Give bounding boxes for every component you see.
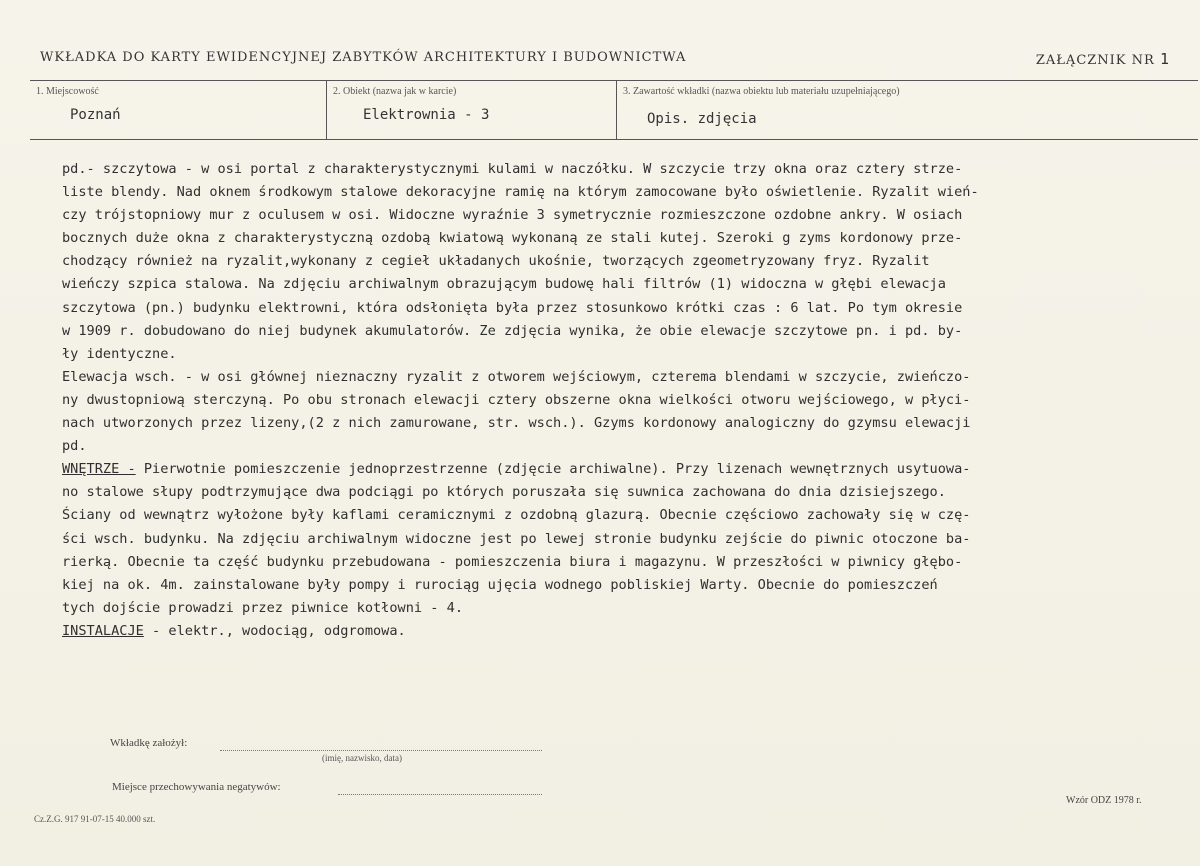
text-line: Elewacja wsch. - w osi głównej nieznaczny ryzalit z otworem wejściowym, czterema blendami w szczycie, zwieńczo- (62, 368, 971, 385)
locality-value: Poznań (70, 107, 121, 123)
text-line: liste blendy. Nad oknem środkowym stalowe dekoracyjne ramię na którym zamocowane było oświetlenie. Ryzalit wień- (62, 184, 979, 201)
locality-label: 1. Miejscowość (36, 86, 99, 97)
object-value: Elektrownia - 3 (363, 107, 490, 123)
text-line: wieńczy szpica stalowa. Na zdjęciu archiwalnym obrazującym budowę hali filtrów (1) widoczna w głębi elewacja (62, 276, 946, 293)
text-line: pd.- szczytowa - w osi portal z charakterystycznymi kulami w naczółku. W szczycie trzy okna oraz cztery strze- (62, 161, 963, 177)
text-line: kiej na ok. 4m. zainstalowane były pompy i rurociąg ujęcia wodnego pobliskiej Warty. Obecnie do pomieszczeń (62, 576, 938, 593)
object-field (326, 81, 617, 139)
text-line: chodzący również na ryzalit,wykonany z cegieł układanych ukośnie, tworzących zgeometryzowany fryz. Ryzalit (62, 253, 930, 270)
text-line: w 1909 r. dobudowano do niej budynek akumulatorów. Ze zdjęcia wynika, że obie elewacje szczytowe pn. i pd. by- (62, 322, 963, 339)
text-line: czy trójstopniowy mur z oculusem w osi. Widoczne wyraźnie 3 symetrycznie rozmieszczone ozdobne ankry. W osiach (62, 207, 963, 224)
locality-field (30, 81, 326, 139)
form-title: WKŁADKA DO KARTY EWIDENCYJNEJ ZABYTKÓW ARCHITEKTURY I BUDOWNICTWA (40, 50, 687, 65)
interior-heading: WNĘTRZE - (62, 461, 136, 478)
text-line: Ściany od wewnątrz wyłożone były kaflami ceramicznymi z ozdobną glazurą. Obecnie częściowo zachowały się w czę- (62, 507, 971, 524)
description-text (62, 158, 1192, 643)
installations-text: - elektr., wodociąg, odgromowa. (152, 622, 406, 639)
text-line-interior (62, 458, 1192, 481)
text-line: bocznych duże okna z charakterystyczną ozdobą kwiatową wykonaną ze stali kutej. Szeroki g zyms kordonowy prze- (62, 230, 963, 247)
form-fields-row (30, 80, 1198, 140)
contents-label: 3. Zawartość wkładki (nazwa obiektu lub materiału uzupełniającego) (623, 86, 900, 97)
insert-made-by-line (220, 749, 542, 751)
text-line: ści wsch. budynku. Na zdjęciu archiwalnym widoczne jest po lewej stronie budynku zejście do piwnic otoczone ba- (62, 530, 971, 547)
text-line: ły identyczne. (62, 345, 177, 362)
text-line: szczytowa (pn.) budynku elektrowni, która odsłonięta była przez stosunkowo krótki czas : 6 lat. Po tym okresie (62, 299, 963, 316)
form-header (40, 50, 1170, 72)
text-line: no stalowe słupy podtrzymujące dwa podciągi po których poruszała się suwnica zachowana do dnia dzisiejszego. (62, 484, 946, 501)
negative-storage-line (338, 793, 542, 795)
attachment-label (1036, 50, 1170, 68)
text-line-installations (62, 620, 1192, 643)
interior-text: Pierwotnie pomieszczenie jednoprzestrzenne (zdjęcie archiwalne). Przy lizenach wewnętrznych usytuowa- (143, 461, 971, 478)
attachment-number: 1 (1159, 50, 1170, 68)
form-model: Wzór ODZ 1978 r. (1066, 795, 1142, 806)
contents-field (616, 81, 1199, 139)
text-line: ny dwustopniową sterczyną. Po obu stronach elewacji cztery obszerne okna wielkości otworu wejściowego, w płyci- (62, 391, 971, 408)
text-line: pd. (62, 438, 87, 455)
text-line: tych dojście prowadzi przez piwnice kotłowni - 4. (62, 599, 464, 616)
attachment-label-text: ZAŁĄCZNIK NR (1035, 53, 1155, 68)
text-line: nach utworzonych przez lizeny,(2 z nich zamurowane, str. wsch.). Gzyms kordonowy analogiczny do gzymsu elewacji (62, 415, 971, 432)
contents-value: Opis. zdjęcia (647, 111, 757, 127)
object-label: 2. Obiekt (nazwa jak w karcie) (333, 86, 457, 97)
printer-info: Cz.Z.G. 917 91-07-15 40.000 szt. (34, 814, 156, 824)
text-line: rierką. Obecnie ta część budynku przebudowana - pomieszczenia biura i magazynu. W przeszłości w piwnicy głębo- (62, 553, 963, 570)
installations-heading: INSTALACJE (62, 622, 144, 639)
negative-storage-label: Miejsce przechowywania negatywów: (112, 781, 281, 793)
insert-made-by-hint: (imię, nazwisko, data) (322, 753, 402, 763)
insert-made-by-label: Wkładkę założył: (110, 737, 188, 749)
